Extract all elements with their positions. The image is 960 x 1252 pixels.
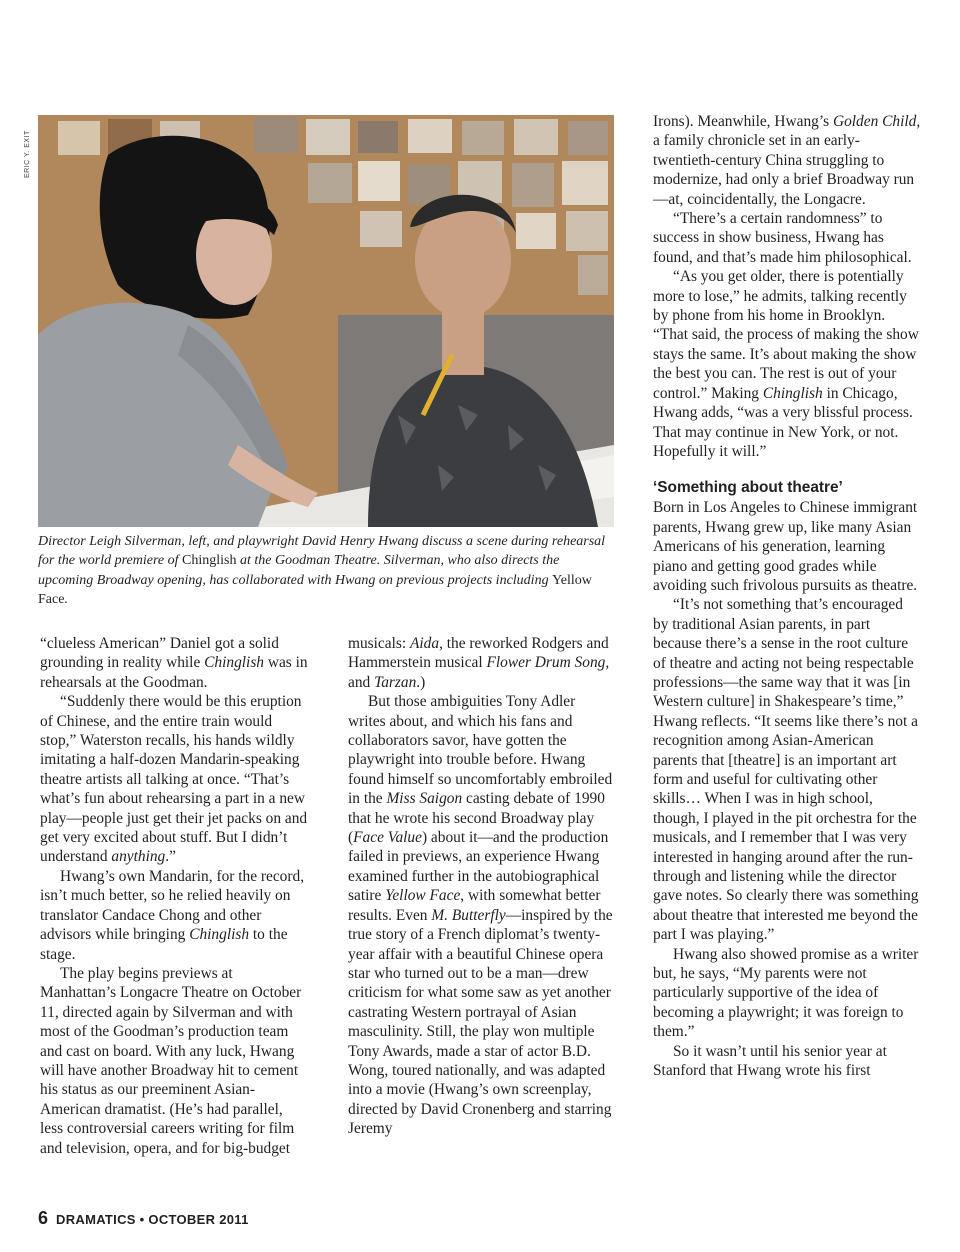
- paragraph: “As you get older, there is potentially more to lose,” he admits, talking recently by phone from his home in Brooklyn. “That said, the process of making the show stays the same. It’s about making the show the best you can. The rest is out of your control.” Making Chinglish in Chicago, Hwang adds, “was a very blissful process. That may continue in New York, or not. Hopefully it will.”: [653, 268, 919, 460]
- text-column-2: [348, 634, 616, 1139]
- paragraph: So it wasn’t until his senior year at Stanford that Hwang wrote his first: [653, 1042, 887, 1080]
- page-footer: [38, 1208, 249, 1229]
- paragraph: Hwang also showed promise as a writer but, he says, “My parents were not particularly supportive of the idea of becoming a playwright; it was foreign to them.”: [653, 945, 919, 1041]
- photo-credit: ERIC Y. EXIT: [24, 130, 31, 178]
- magazine-issue: DRAMATICS • OCTOBER 2011: [56, 1212, 249, 1227]
- paragraph: The play begins previews at Manhattan’s Longacre Theatre on October 11, directed again by Silverman and with most of the Goodman’s production team and cast on board. With any luck, Hwang will have another Broadway hit to cement his status as our preeminent Asian-American dramatist. (He’s had parallel, less controversial careers writing for film and television, opera, and for big-budget: [40, 964, 302, 1157]
- rehearsal-photo-icon: [38, 115, 614, 527]
- paragraph: Born in Los Angeles to Chinese immigrant parents, Hwang grew up, like many Asian Americans of his generation, learning piano and getting good grades while avoiding such frivolous pursuits as theatre.: [653, 499, 918, 594]
- paragraph: “There’s a certain randomness” to success in show business, Hwang has found, and that’s made him philosophical.: [653, 210, 912, 266]
- text-column-3: [653, 112, 921, 1081]
- paragraph: musicals: Aida, the reworked Rodgers and Hammerstein musical Flower Drum Song, and Tarzan.): [348, 635, 610, 691]
- page-number: 6: [38, 1208, 49, 1228]
- photo-caption: Director Leigh Silverman, left, and playwright David Henry Hwang discuss a scene during rehearsal for the world premiere of Chinglish at the Goodman Theatre. Silverman, who also directs the upcoming Broadway opening, has collaborated with Hwang on previous projects including Yellow Face.: [38, 534, 606, 608]
- rehearsal-photo: [38, 115, 614, 527]
- paragraph: “It’s not something that’s encouraged by traditional Asian parents, in part because there’s a sense in the root culture of theatre and acting not being respectable professions—the same way that it was [in Western culture] in Shakespeare’s time,” Hwang reflects. “It seems like there’s not a recognition among Asian-American parents that [theatre] is an important art form and useful for cultivating other skills… When I was in high school, though, I played in the pit orchestra for the musicals, and I remember that I was very interested in hanging around after the run-through and listening while the director gave notes. So clearly there was something about theatre that interested me beyond the part I was playing.”: [653, 596, 919, 944]
- text-column-1: [40, 634, 308, 1158]
- section-heading: ‘Something about theatre’: [653, 479, 843, 497]
- paragraph: But those ambiguities Tony Adler writes about, and which his fans and collaborators savor, have gotten the playwright into trouble before. Hwang found himself so uncomfortably embroiled in the Miss Saigon casting debate of 1990 that he wrote his second Broadway play (Face Value) about it—and the production failed in previews, an experience Hwang examined further in the autobiographical satire Yellow Face, with somewhat better results. Even M. Butterfly—inspired by the true story of a French diplomat’s twenty-year affair with a beautiful Chinese opera star who turned out to be a man—drew criticism for what some saw as yet another castrating Western portrayal of Asian masculinity. Still, the play won multiple Tony Awards, made a star of actor B.D. Wong, toured nationally, and was adapted into a movie (Hwang’s own screenplay, directed by David Cronenberg and starring Jeremy: [348, 693, 613, 1138]
- paragraph: “clueless American” Daniel got a solid grounding in reality while Chinglish was in rehearsals at the Goodman.: [40, 635, 308, 691]
- paragraph: Hwang’s own Mandarin, for the record, isn’t much better, so he relied heavily on translator Candace Chong and other advisors while bringing Chinglish to the stage.: [40, 867, 305, 963]
- paragraph: Irons). Meanwhile, Hwang’s Golden Child, a family chronicle set in an early-twentieth-century China struggling to modernize, had only a brief Broadway run—at, coincidentally, the Longacre.: [653, 113, 921, 208]
- paragraph: “Suddenly there would be this eruption of Chinese, and the entire train would stop,” Waterston recalls, his hands wildly imitating a half-dozen Mandarin-speaking theatre artists all talking at once. “That’s what’s fun about rehearsing a part in a new play—people just get their jet packs on and get very excited about stuff. But I didn’t understand anything.”: [40, 693, 308, 866]
